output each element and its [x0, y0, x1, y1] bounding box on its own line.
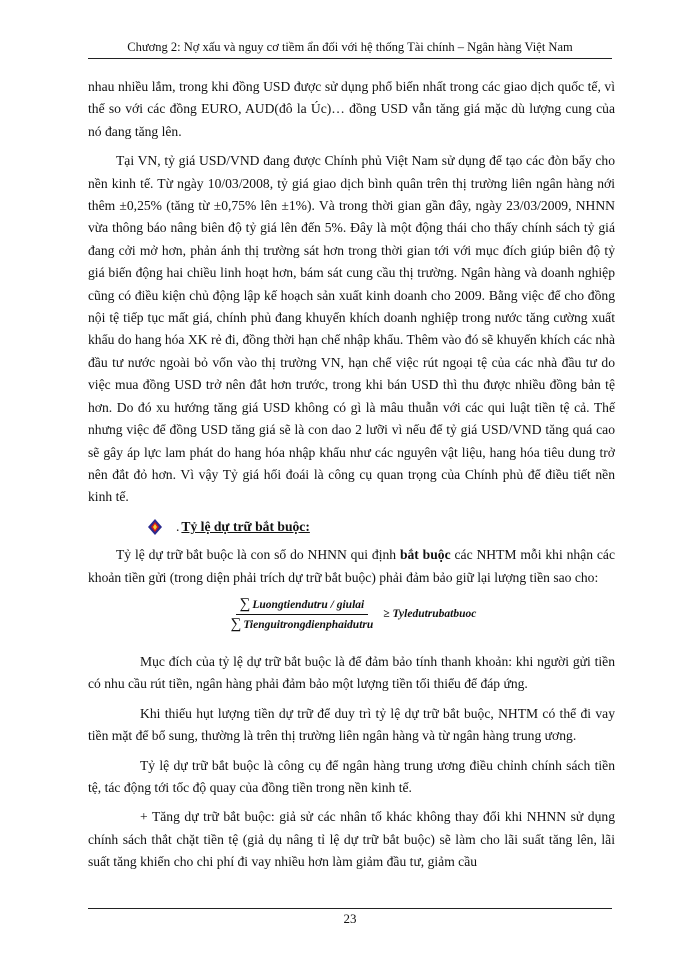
paragraph-exchange-rate: Tại VN, tỷ giá USD/VND đang được Chính phủ Việt Nam sử dụng để tạo các đòn bẩy cho nền kinh tế. Từ ngày 10/03/2008, tỷ giá giao dịch bình quân trên thị trường liên ngân hàng nới thêm ±0,25% (tăng từ ±0,75% lên ±1%). Và trong thời gian gần đây, ngày 23/03/2009, NHNN vừa thông báo nâng biên độ tỷ giá lên đến 5%. Đây là một động thái cho thấy chính sách tỷ giá đang cởi mở hơn, phản ánh thị trường sát hơn trong thời gian tới với mục đích giúp biên độ tỷ giá biến động hai chiều linh hoạt hơn, bám sát cung cầu thị trường. Ngân hàng và doanh nghiệp cũng có điều kiện chủ động lập kế hoạch sản xuất kinh doanh cho 2009. Bằng việc để cho đồng nội tệ tiếp tục mất giá, chính phủ đang khuyến khích doanh nghiệp trong nước tăng cường xuất khẩu do hang hóa XK rẻ đi, đồng thời hạn chế nhập khẩu. Thêm vào đó sẽ khuyến khích các nhà đầu tư nước ngoài bỏ vốn vào thị trường VN, hạn chế việc rút ngoại tệ của các nhà đầu tư do việc mua đồng USD trở nên đắt hơn trước, trong khi bán USD thì thu được nhiều đồng bản tệ hơn. Do đó xu hướng tăng giá USD không có gì là mâu thuẫn với các qui luật tiền tệ cả. Thế nhưng việc để đồng USD tăng giá sẽ là con dao 2 lưỡi vì nếu để tỷ giá USD/VND tăng quá cao sẽ gây áp lực lam phát do hang hóa nhập khẩu như các nguyên vật liệu, hang hóa tiêu dung trở nên đắt đỏ hơn. Vì vậy Tỷ giá hối đoái là công cụ quan trọng của Chính phủ để điều tiết nền kinh tế.	[88, 153, 615, 505]
intro-text-after: các NHTM mỗi khi nhận các khoản tiền gửi (trong diện phải trích dự trữ bắt buộc) phải đảm bảo giữ lại lượng tiền sao cho:	[88, 547, 615, 585]
intro-bold-term: bắt buộc	[399, 547, 451, 563]
sigma-symbol: ∑	[239, 595, 251, 612]
paragraph-purpose: Mục đích của tỷ lệ dự trữ bắt buộc là để đảm bảo tính thanh khoản: khi người gửi tiền có nhu cầu rút tiền, ngân hàng phải đảm bảo một lượng tiền tối thiểu để đáp ứng.	[88, 653, 615, 692]
sigma-symbol: ∑	[230, 615, 242, 632]
denominator-text: Tienguitrongdienphaidutru	[243, 618, 374, 631]
heading-prefix: .	[176, 518, 180, 534]
running-header: Chương 2: Nợ xấu và nguy cơ tiềm ẩn đối với hệ thống Tài chính – Ngân hàng Việt Nam	[88, 40, 612, 59]
paragraph-reserve-definition	[88, 544, 615, 589]
paragraph-continuation: nhau nhiều lắm, trong khi đồng USD được sử dụng phổ biến nhất trong các giao dịch quốc tế, vì thế so với các đồng EURO, AUD(đô la Úc)… đồng USD vẫn tăng giá mặc dù lượng cung của nó đang tăng lên.	[88, 79, 615, 139]
numerator-text: Luongtiendutru / giulai	[252, 598, 365, 611]
paragraph-shortfall: Khi thiếu hụt lượng tiền dự trữ để duy trì tỷ lệ dự trữ bắt buộc, NHTM có thể đi vay tiền mặt để bổ sung, thường là trên thị trường liên ngân hàng và từ ngân hàng trung ương.	[88, 705, 615, 744]
paragraph-policy-tool: Tỷ lệ dự trữ bắt buộc là công cụ để ngân hàng trung ương điều chỉnh chính sách tiền tệ, tác động tới tốc độ quay của đồng tiền trong nền kinh tế.	[88, 757, 615, 795]
diamond-bullet-icon	[144, 518, 166, 536]
formula-rhs: ≥ Tyledutrubatbuoc	[383, 608, 477, 621]
formula-fraction	[227, 596, 378, 633]
reserve-formula	[88, 596, 615, 633]
section-heading: Tỷ lệ dự trữ bắt buộc:	[181, 518, 310, 534]
intro-text-before: Tỷ lệ dự trữ bắt buộc là con số do NHNN qui định	[116, 547, 400, 563]
formula-numerator	[236, 596, 369, 615]
section-heading-row	[144, 516, 615, 538]
paragraph-increase-reserve: + Tăng dự trữ bắt buộc: giả sử các nhân tố khác không thay đổi khi NHNN sử dụng chính sách thắt chặt tiền tệ (giả dụ nâng tỉ lệ dự trữ bắt buộc) sẽ làm cho lãi suất tăng lên, lãi suất tăng khiến cho chi phí đi vay nhiều hơn làm giảm đầu tư, giảm cầu	[88, 809, 615, 870]
page-body	[88, 76, 615, 881]
formula-denominator	[227, 615, 378, 633]
page-number: 23	[88, 908, 612, 927]
